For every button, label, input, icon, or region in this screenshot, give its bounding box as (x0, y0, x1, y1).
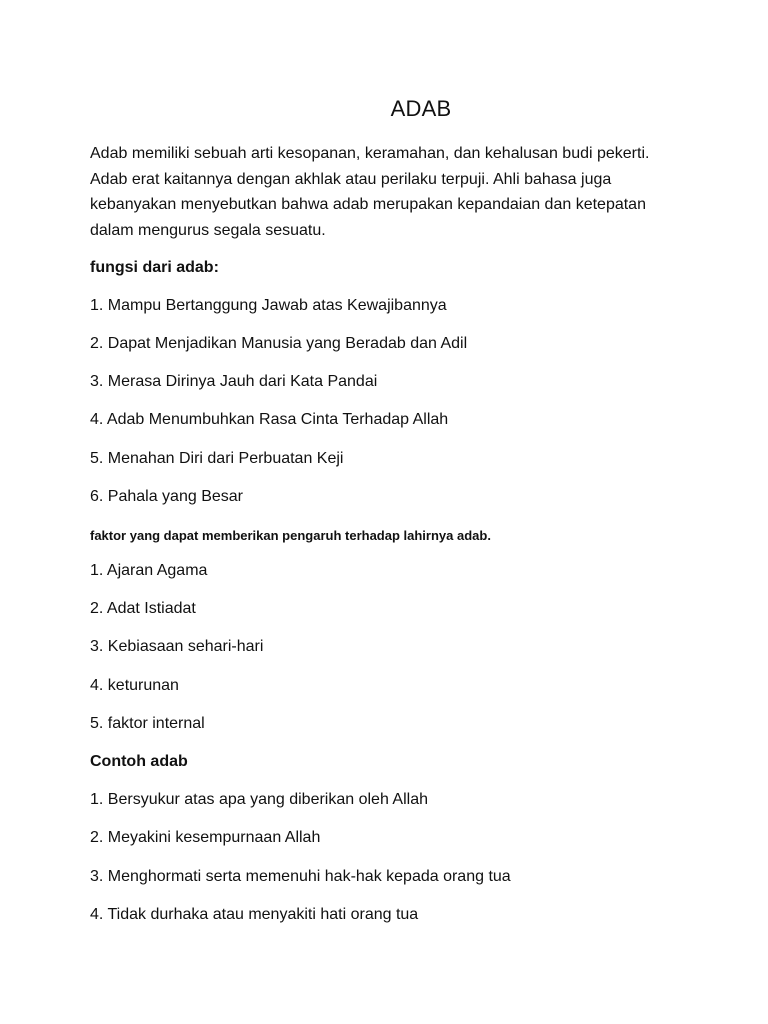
fungsi-item: 1. Mampu Bertanggung Jawab atas Kewajibannya (90, 297, 447, 314)
fungsi-item: 2. Dapat Menjadikan Manusia yang Beradab dan Adil (90, 335, 468, 352)
faktor-item: 1. Ajaran Agama (90, 562, 208, 579)
faktor-item: 2. Adat Istiadat (90, 600, 196, 617)
faktor-item: 5. faktor internal (90, 715, 205, 732)
fungsi-item: 5. Menahan Diri dari Perbuatan Keji (90, 450, 344, 467)
contoh-item: 3. Menghormati serta memenuhi hak-hak kepada orang tua (90, 868, 511, 885)
intro-paragraph: Adab memiliki sebuah arti kesopanan, keramahan, dan kehalusan budi pekerti. Adab erat kaitannya dengan akhlak atau perilaku terpuji. Ahli bahasa juga kebanyakan menyebutkan bahwa adab merupakan kepandaian dan ketepatan dalam mengurus segala sesuatu. (90, 145, 650, 239)
fungsi-item: 6. Pahala yang Besar (90, 488, 243, 505)
faktor-heading: faktor yang dapat memberikan pengaruh terhadap lahirnya adab. (90, 528, 491, 543)
contoh-item: 1. Bersyukur atas apa yang diberikan oleh Allah (90, 791, 428, 808)
contoh-item: 2. Meyakini kesempurnaan Allah (90, 829, 321, 846)
contoh-item: 4. Tidak durhaka atau menyakiti hati orang tua (90, 906, 419, 923)
fungsi-item: 4. Adab Menumbuhkan Rasa Cinta Terhadap Allah (90, 411, 449, 428)
fungsi-item: 3. Merasa Dirinya Jauh dari Kata Pandai (90, 373, 378, 390)
faktor-item: 3. Kebiasaan sehari-hari (90, 638, 264, 655)
fungsi-heading: fungsi dari adab: (90, 259, 219, 276)
document-title: ADAB (390, 96, 452, 121)
contoh-heading: Contoh adab (90, 753, 188, 770)
faktor-item: 4. keturunan (90, 677, 179, 694)
